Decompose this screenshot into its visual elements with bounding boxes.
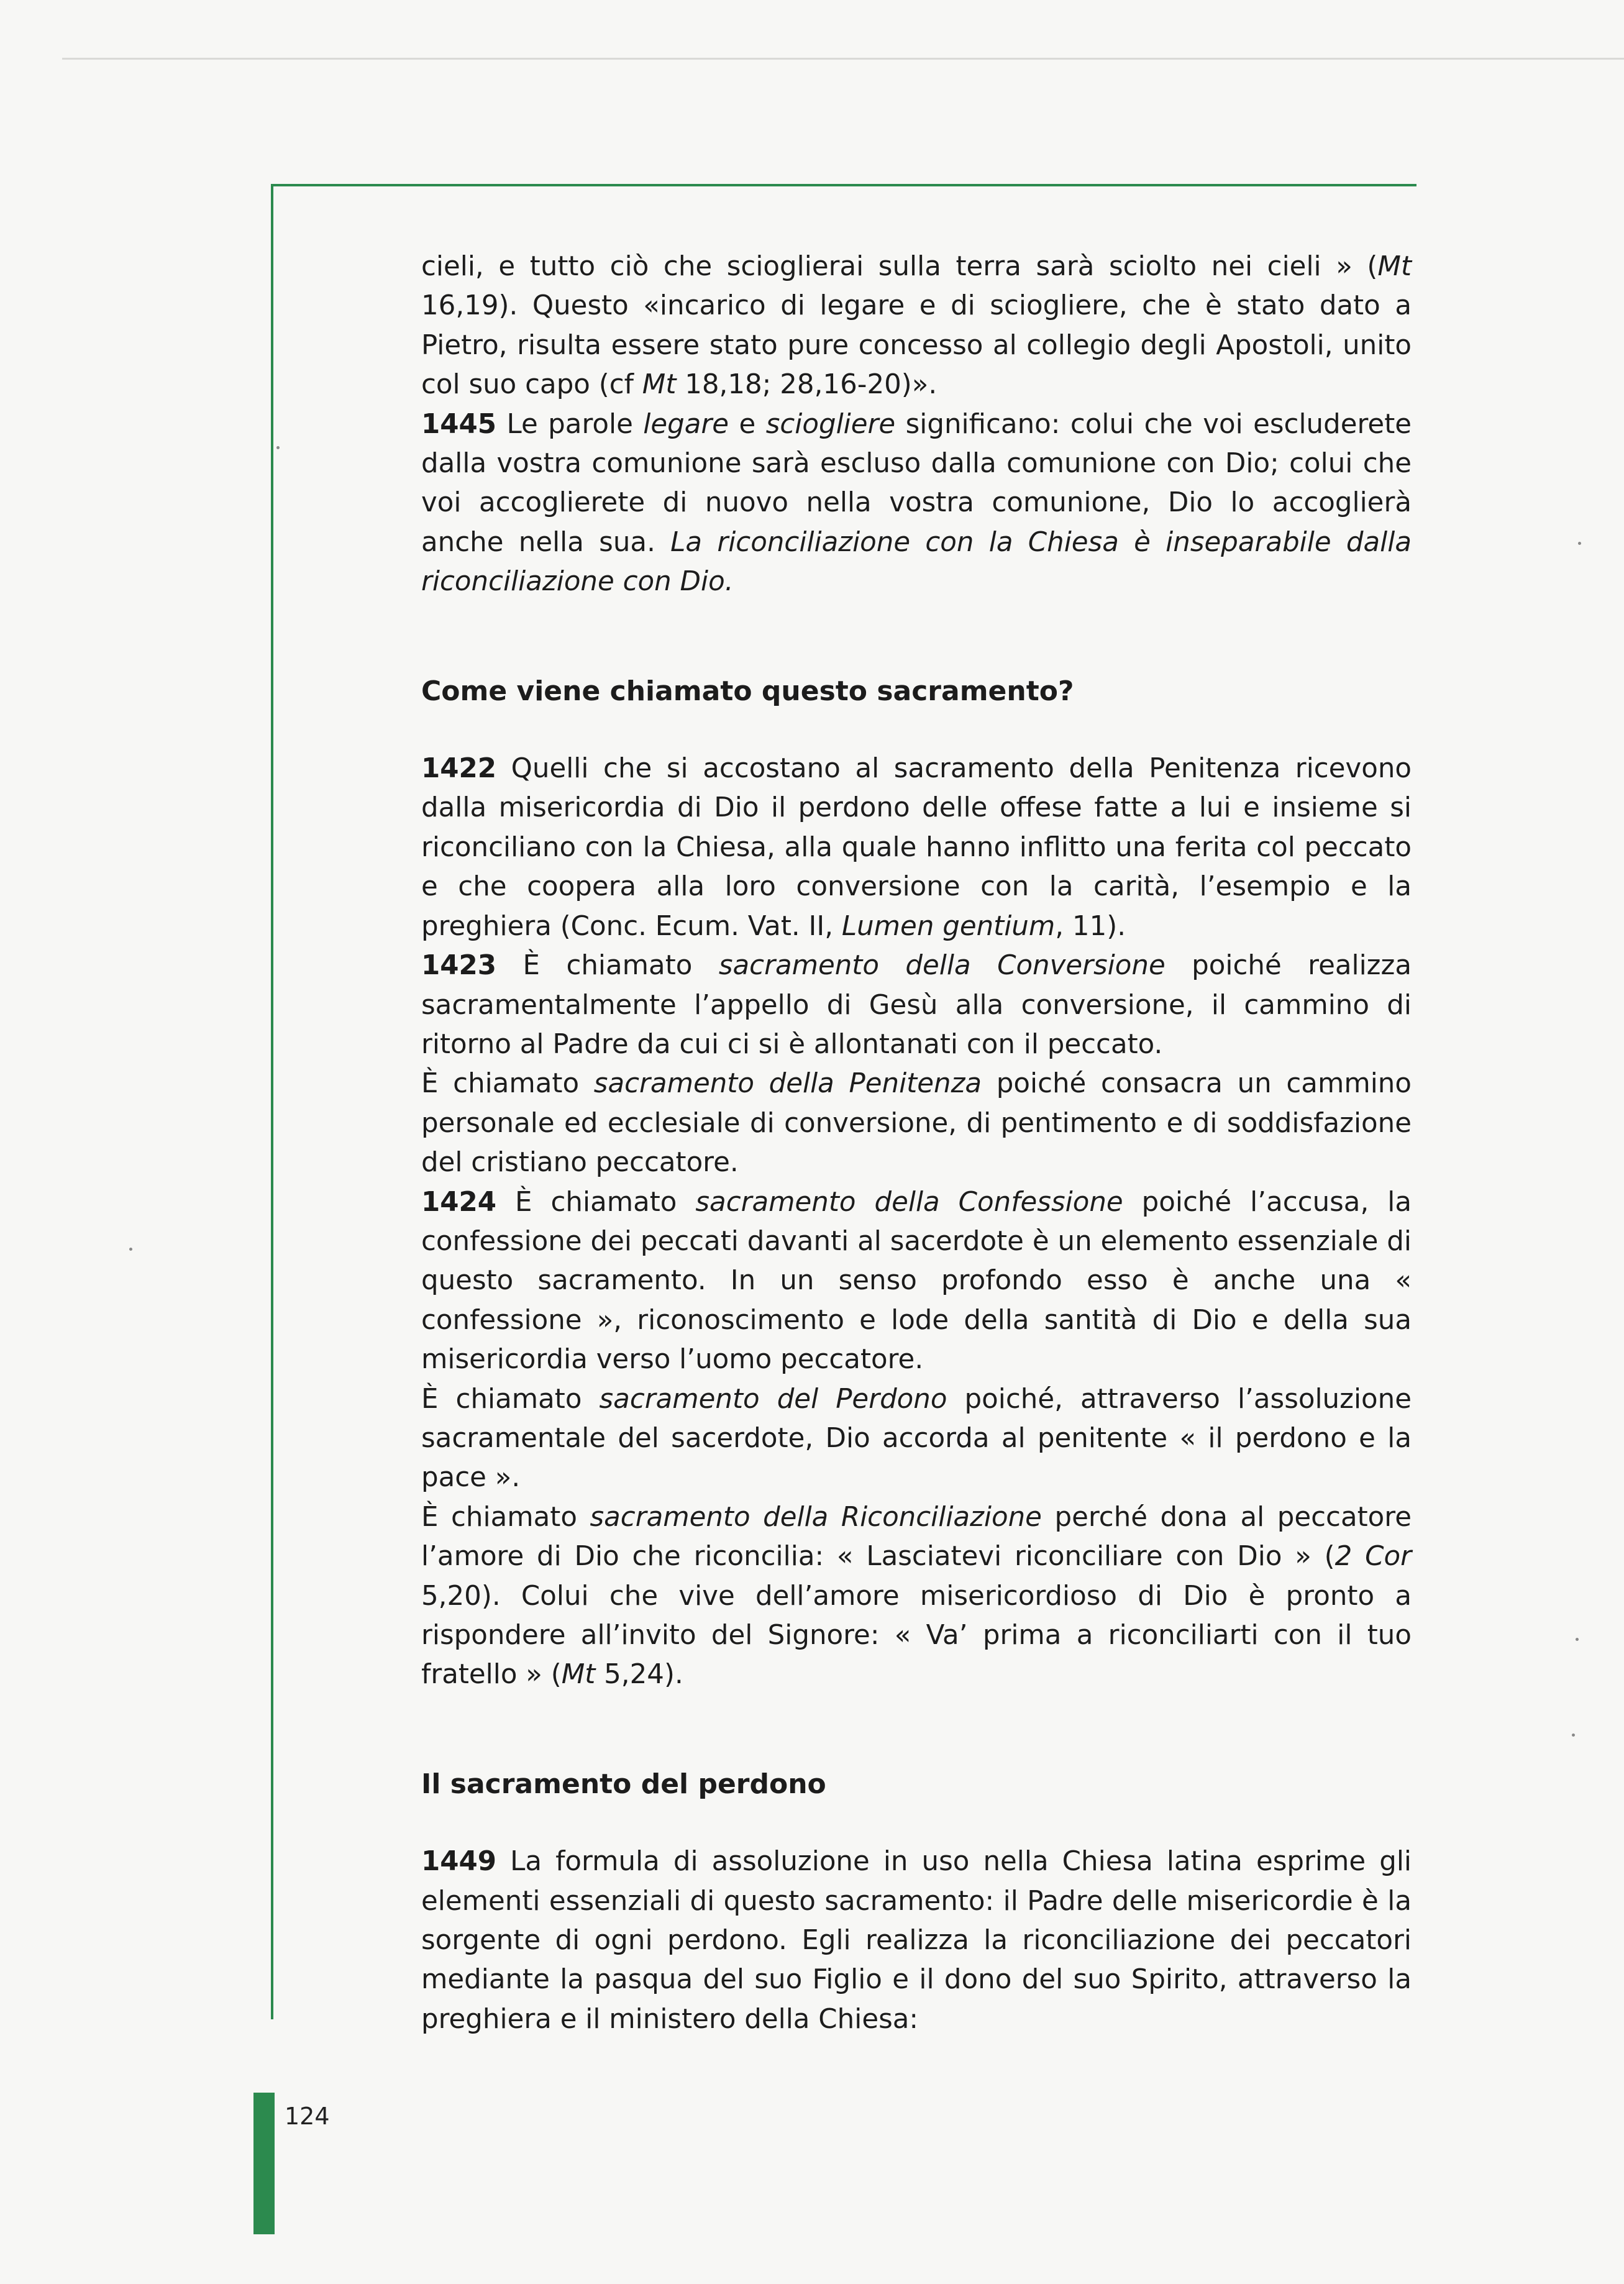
text-run: 5,24). — [595, 1659, 683, 1691]
bible-ref: Mt — [561, 1659, 596, 1691]
text-run: poiché, attraverso l’assoluzione sacramentale del sacerdote, Dio accorda al penitente « il perdono e la pace ». — [421, 1383, 1412, 1494]
section-heading-perdono: Il sacramento del perdono — [421, 1768, 826, 1800]
footer-green-bar — [253, 2093, 275, 2234]
scan-speck — [1578, 542, 1581, 545]
text-run: Quelli che si accostano al sacramento della Penitenza ricevono dalla misericordia di Dio il perdono delle offese fatte a lui e insieme si riconciliano con la Chiesa, alla quale hanno inflitto una ferita col peccato e che coopera alla loro conversione con la carità, l’esempio e la preghiera (Conc. Ecum. Vat. II, — [421, 753, 1412, 942]
text-run: perché dona al peccatore l’amore di Dio che riconcilia: « Lasciatevi riconciliare con Dio » ( — [421, 1501, 1412, 1573]
bible-ref: 2 Cor — [1334, 1541, 1412, 1573]
text-run: poiché l’accusa, la confessione dei peccati davanti al sacerdote è un elemento essenziale di questo sacramento. In un senso profondo esso è anche una « confessione », riconoscimento e lode della santità di Dio e della sua misericordia verso l’uomo peccatore. — [421, 1186, 1412, 1376]
paragraph-number: 1422 — [421, 753, 497, 785]
scan-speck — [1576, 1638, 1579, 1641]
paragraph-1423 — [421, 946, 1412, 1064]
bible-ref: Mt — [642, 369, 677, 401]
italic-term: sacramento della Confessione — [695, 1186, 1123, 1218]
italic-term: legare — [643, 408, 729, 440]
text-run: poiché realizza sacramentalmente l’appello di Gesù alla conversione, il cammino di ritorno al Padre da cui ci si è allontanati con il peccato. — [421, 950, 1412, 1060]
italic-title: Lumen gentium — [841, 910, 1056, 942]
text-run: e — [729, 408, 766, 440]
bible-ref: Mt — [1377, 251, 1412, 282]
italic-term: sacramento della Conversione — [718, 950, 1166, 982]
paragraph-1424 — [421, 1183, 1412, 1380]
text-run: È chiamato — [421, 1501, 590, 1533]
text-run: , 11). — [1055, 910, 1126, 942]
text-run: 16,19). Questo «incarico di legare e di sciogliere, che è stato dato a Pietro, risulta essere stato pure concesso al collegio degli Apostoli, unito col suo capo (cf — [421, 290, 1412, 401]
scan-speck — [129, 1248, 132, 1251]
text-run: È chiamato — [496, 1186, 696, 1218]
paragraph-1445 — [421, 405, 1412, 602]
scan-speck — [276, 446, 280, 449]
intro-paragraph-1 — [421, 247, 1412, 405]
top-green-rule — [271, 184, 1416, 186]
italic-term: sciogliere — [765, 408, 896, 440]
text-run: cieli, e tutto ciò che scioglierai sulla terra sarà sciolto nei cieli » ( — [421, 251, 1378, 282]
paragraph-number: 1449 — [421, 1846, 497, 1878]
section-heading-name: Come viene chiamato questo sacramento? — [421, 675, 1074, 707]
paragraph-penitenza — [421, 1064, 1412, 1182]
italic-sentence: La riconciliazione con la Chiesa è inseparabile dalla riconciliazione con Dio. — [421, 526, 1412, 598]
text-run: significano: colui che voi escluderete dalla vostra comunione sarà escluso dalla comunione con Dio; colui che voi accoglierete di nuovo nella vostra comunione, Dio lo accoglierà anche nella sua. — [421, 408, 1412, 558]
paragraph-1422 — [421, 749, 1412, 946]
paragraph-number: 1445 — [421, 408, 497, 440]
paragraph-riconciliazione — [421, 1498, 1412, 1695]
left-green-rule — [271, 184, 273, 2019]
text-run: 18,18; 28,16-20)». — [676, 369, 937, 401]
text-run: La formula di assoluzione in uso nella Chiesa latina esprime gli elementi essenziali di questo sacramento: il Padre delle misericordie è la sorgente di ogni perdono. Egli realizza la riconciliazione dei peccatori mediante la pasqua del suo Figlio e il dono del suo Spirito, attraverso la preghiera e il ministero della Chiesa: — [421, 1846, 1412, 2035]
page-body — [421, 247, 1412, 2039]
text-run: Le parole — [496, 408, 644, 440]
italic-term: sacramento del Perdono — [599, 1383, 947, 1415]
text-run: 5,20). Colui che vive dell’amore misericordioso di Dio è pronto a rispondere all’invito del Signore: « Va’ prima a riconciliarti con il tuo fratello » ( — [421, 1580, 1412, 1691]
text-run: È chiamato — [421, 1383, 600, 1415]
italic-term: sacramento della Penitenza — [593, 1068, 982, 1100]
page-number: 124 — [285, 2103, 330, 2130]
italic-term: sacramento della Riconciliazione — [590, 1501, 1042, 1533]
text-run: È chiamato — [421, 1068, 594, 1100]
paragraph-number: 1424 — [421, 1186, 497, 1218]
text-run: È chiamato — [496, 950, 719, 982]
paragraph-number: 1423 — [421, 950, 497, 982]
text-run: poiché consacra un cammino personale ed ecclesiale di conversione, di pentimento e di soddisfazione del cristiano peccatore. — [421, 1068, 1412, 1179]
scan-speck — [1572, 1734, 1575, 1737]
paragraph-perdono — [421, 1380, 1412, 1498]
paragraph-1449 — [421, 1842, 1412, 2039]
